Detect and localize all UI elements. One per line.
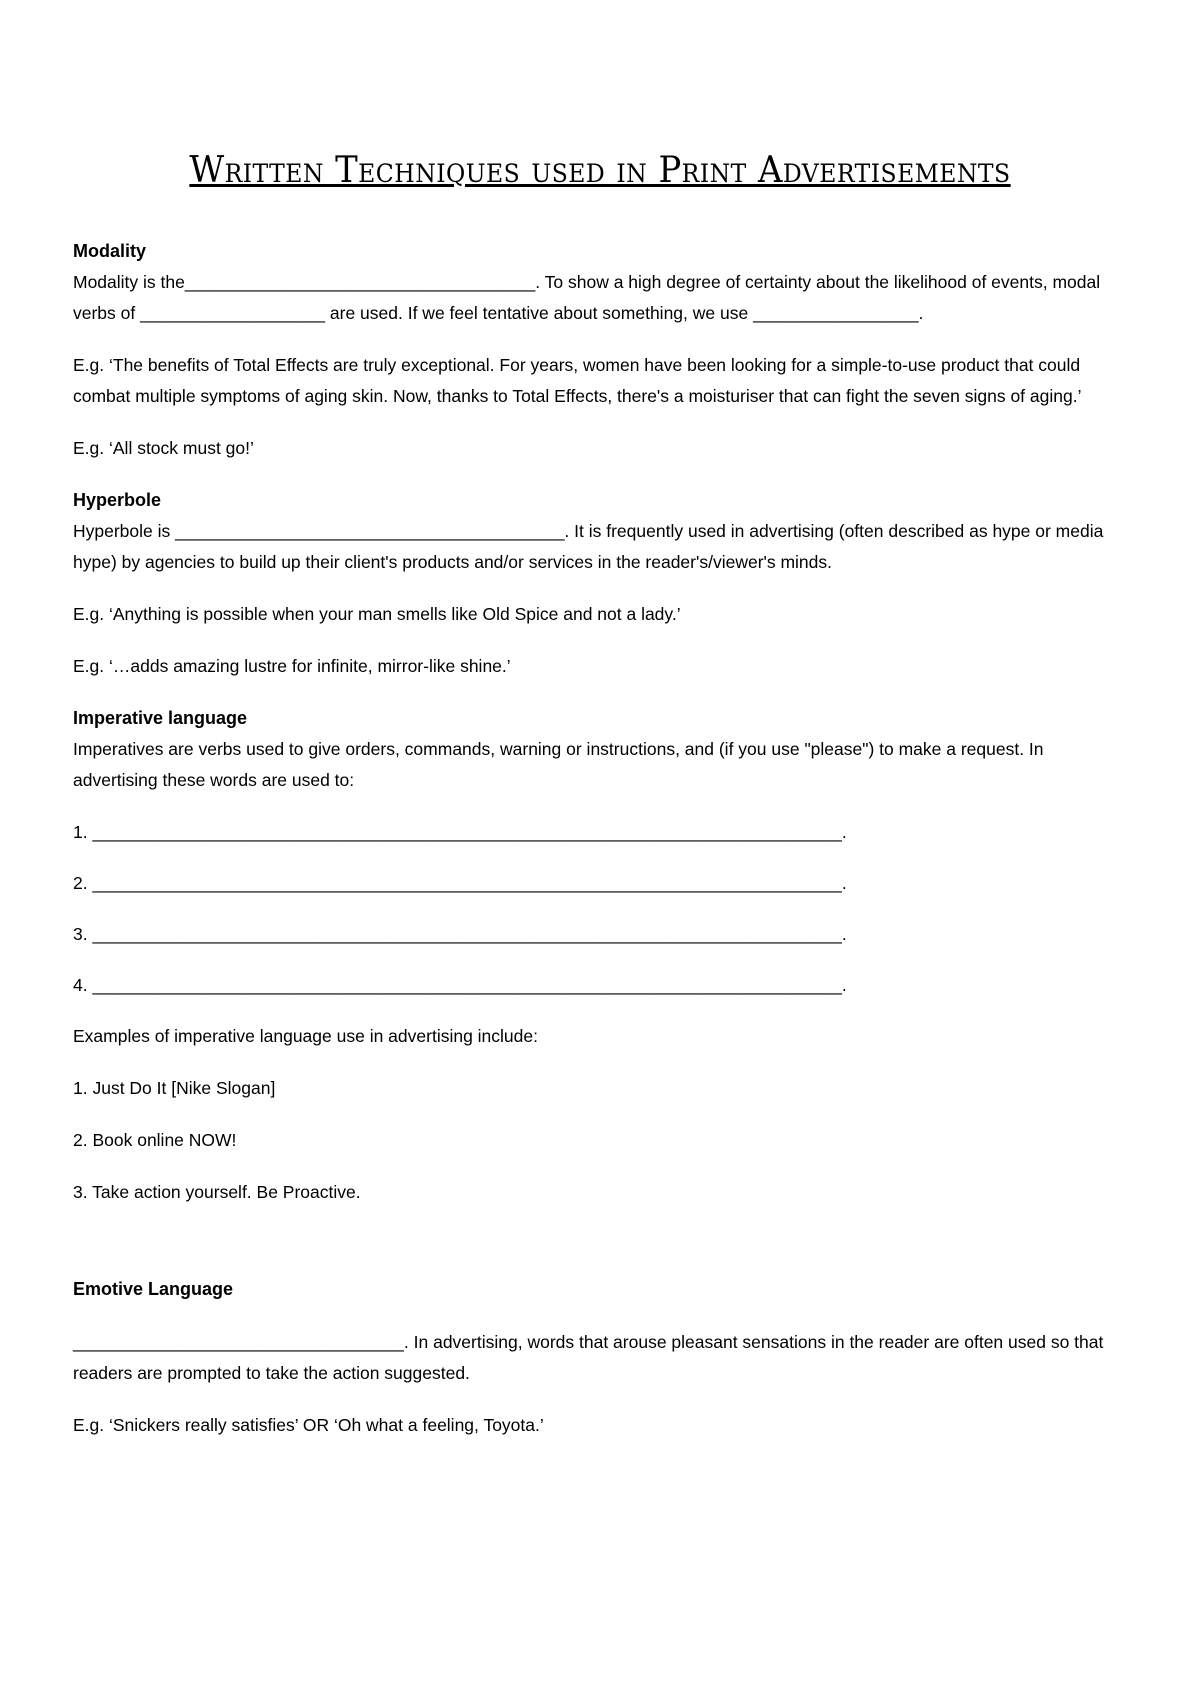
imperative-blank-item: 1. _____________________________________________________________________________.	[73, 822, 847, 842]
heading-spacer	[73, 1305, 1118, 1327]
section-spacer	[73, 1229, 1118, 1274]
emotive-example: E.g. ‘Snickers really satisfies’ OR ‘Oh what a feeling, Toyota.’	[73, 1415, 544, 1435]
section-emotive	[73, 1274, 1118, 1441]
section-heading-modality: Modality	[73, 241, 147, 261]
section-heading-hyperbole: Hyperbole	[73, 490, 162, 510]
worksheet-content	[73, 236, 1118, 1462]
section-heading-imperative: Imperative language	[73, 708, 248, 728]
emotive-definition: __________________________________. In advertising, words that arouse pleasant sensations in the reader are often used so that readers are prompted to take the action suggested.	[73, 1332, 1104, 1383]
imperative-definition: Imperatives are verbs used to give orders, commands, warning or instructions, and (if you use "please") to make a request. In advertising these words are used to:	[73, 739, 1044, 790]
imperative-blank-item: 2. _____________________________________________________________________________.	[73, 873, 847, 893]
hyperbole-example-2: E.g. ‘…adds amazing lustre for infinite, mirror-like shine.’	[73, 656, 511, 676]
hyperbole-example-1: E.g. ‘Anything is possible when your man smells like Old Spice and not a lady.’	[73, 604, 681, 624]
modality-definition: Modality is the____________________________________. To show a high degree of certainty about the likelihood of events, modal verbs of ___________________ are used. If we feel tentative about something, we use _________________.	[73, 272, 1101, 323]
imperative-example-item: 2. Book online NOW!	[73, 1130, 237, 1150]
imperative-blank-item: 4. _____________________________________________________________________________.	[73, 975, 847, 995]
imperative-blank-item: 3. _____________________________________________________________________________.	[73, 924, 847, 944]
page-title: Written Techniques used in Print Advertisements	[189, 150, 1011, 191]
imperative-examples-intro: Examples of imperative language use in advertising include:	[73, 1026, 538, 1046]
imperative-blank-list	[73, 817, 1118, 1001]
section-hyperbole	[73, 485, 1118, 682]
imperative-example-item: 1. Just Do It [Nike Slogan]	[73, 1078, 276, 1098]
section-heading-emotive: Emotive Language	[73, 1279, 234, 1299]
section-modality	[73, 236, 1118, 464]
imperative-example-item: 3. Take action yourself. Be Proactive.	[73, 1182, 361, 1202]
hyperbole-definition: Hyperbole is ________________________________________. It is frequently used in advertising (often described as hype or media hype) by agencies to build up their client's products and/or services in the reader's/viewer's minds.	[73, 521, 1104, 572]
modality-example-1: E.g. ‘The benefits of Total Effects are truly exceptional. For years, women have been looking for a simple-to-use product that could combat multiple symptoms of aging skin. Now, thanks to Total Effects, there's a moisturiser that can fight the seven signs of aging.’	[73, 355, 1082, 406]
section-imperative	[73, 703, 1118, 1208]
modality-example-2: E.g. ‘All stock must go!’	[73, 438, 254, 458]
